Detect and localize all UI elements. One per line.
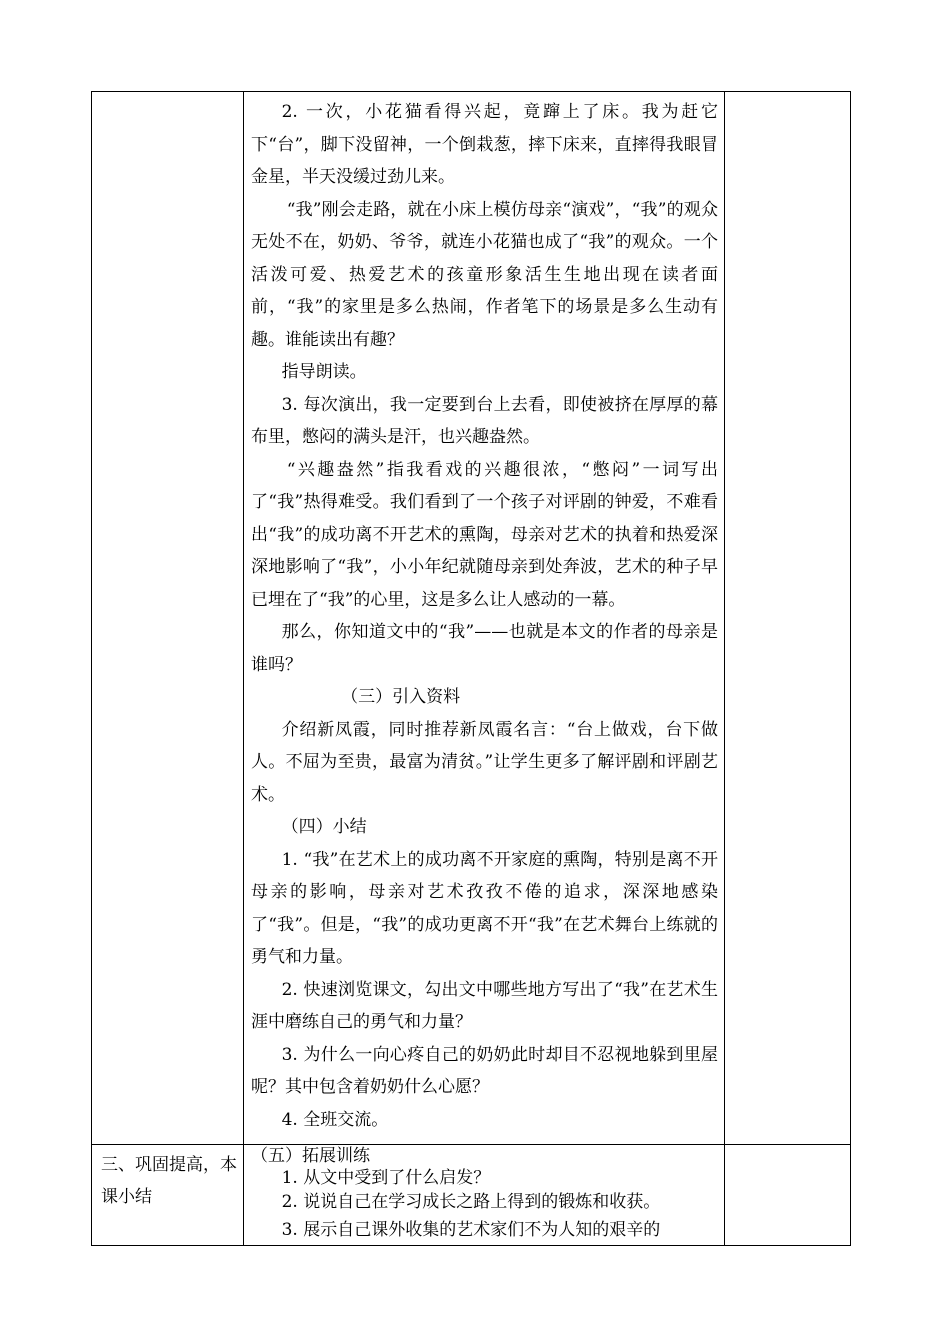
content-cell	[244, 92, 725, 1145]
notes-cell	[725, 92, 851, 1145]
list-item: 3. 展示自己课外收集的艺术家们不为人知的艰辛的	[281, 1220, 661, 1240]
paragraph: 3. 为什么一向心疼自己的奶奶此时却目不忍视地躲到里屋呢？其中包含着奶奶什么心愿？	[251, 1044, 718, 1097]
paragraph: 那么，你知道文中的“我”——也就是本文的作者的母亲是谁吗？	[251, 622, 718, 675]
paragraph: 指导朗读。	[281, 362, 367, 382]
stage-cell	[92, 1145, 244, 1246]
table-row	[92, 92, 851, 1145]
section-heading: （三）引入资料	[341, 687, 461, 707]
table-row	[92, 1145, 851, 1246]
content-cell	[244, 1145, 725, 1246]
notes-cell	[725, 1145, 851, 1246]
paragraph: 3. 每次演出，我一定要到台上去看，即使被挤在厚厚的幕布里，憋闷的满头是汗，也兴趣盎然。	[251, 394, 718, 447]
list-item: 1. 从文中受到了什么启发？	[281, 1168, 491, 1188]
paragraph: “兴趣盎然”指我看戏的兴趣很浓，“憋闷”一词写出了“我”热得难受。我们看到了一个孩子对评剧的钟爱，不难看出“我”的成功离不开艺术的熏陶，母亲对艺术的执着和热爱深深地影响了“我”，小小年纪就随母亲到处奔波，艺术的种子早已埋在了“我”的心里，这是多么让人感动的一幕。	[251, 459, 718, 610]
paragraph: “我”刚会走路，就在小床上模仿母亲“演戏”，“我”的观众无处不在，奶奶、爷爷，就连小花猫也成了“我”的观众。一个活泼可爱、热爱艺术的孩童形象活生生地出现在读者面前，“我”的家里是多么热闹，作者笔下的场景是多么生动有趣。谁能读出有趣？	[251, 199, 718, 350]
paragraph: 2. 快速浏览课文，勾出文中哪些地方写出了“我”在艺术生涯中磨练自己的勇气和力量？	[251, 979, 718, 1032]
section-heading: （四）小结	[281, 817, 367, 837]
lesson-plan-table	[91, 91, 851, 1246]
paragraph: 介绍新凤霞，同时推荐新凤霞名言：“台上做戏，台下做人。不屈为至贵，最富为清贫。”让学生更多了解评剧和评剧艺术。	[251, 719, 718, 805]
paragraph: 4. 全班交流。	[281, 1109, 389, 1130]
section-heading: （五）拓展训练	[251, 1146, 370, 1166]
stage-cell-empty	[92, 92, 244, 1145]
paragraph: 2. 一次，小花猫看得兴起，竟蹿上了床。我为赶它下“台”，脚下没留神，一个倒栽葱，摔下床来，直摔得我眼冒金星，半天没缓过劲儿来。	[251, 102, 718, 187]
list-item: 2. 说说自己在学习成长之路上得到的锻炼和收获。	[281, 1192, 661, 1212]
stage-label: 三、巩固提高，本课小结	[101, 1155, 237, 1207]
paragraph: 1. “我”在艺术上的成功离不开家庭的熏陶，特别是离不开母亲的影响，母亲对艺术孜孜不倦的追求，深深地感染了“我”。但是，“我”的成功更离不开“我”在艺术舞台上练就的勇气和力量。	[251, 849, 718, 967]
